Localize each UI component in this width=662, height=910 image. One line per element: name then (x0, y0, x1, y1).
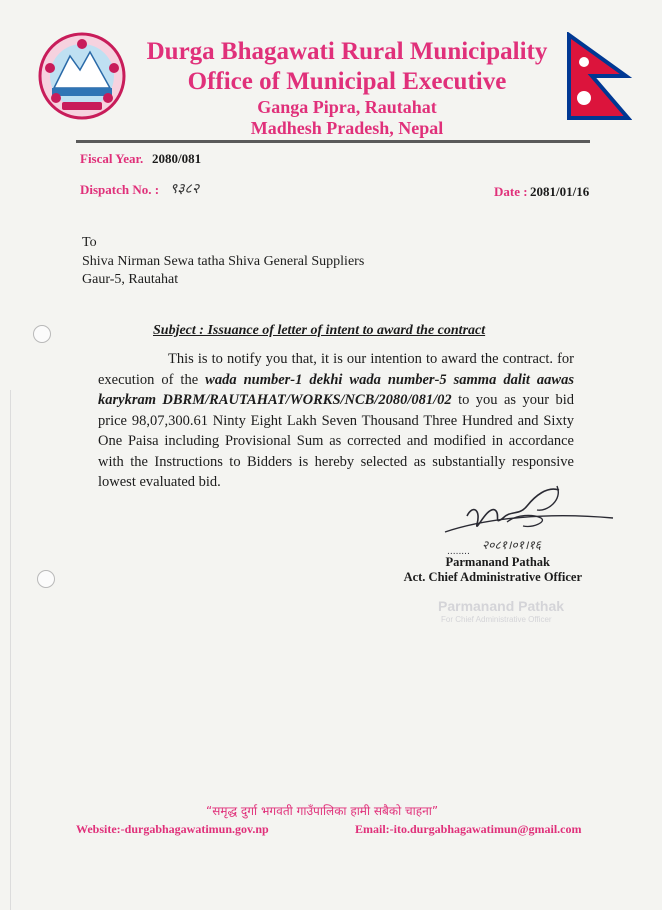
footer-email: Email:-ito.durgabhagawatimun@gmail.com (355, 822, 582, 836)
dispatch-label: Dispatch No. : (80, 182, 160, 197)
date-value: 2081/01/16 (530, 184, 590, 199)
body-rest: to you as your bid price 98,07,300.61 Ninty Eight Lakh Seven Thousand Three Hundred and Sixty One Paisa including Provisional Sum as corrected and modified in accordance with the Instructions to Bidders is hereby selected as substantially responsive lowest evaluated bid. (98, 392, 574, 490)
office-province: Madhesh Pradesh, Nepal (250, 118, 444, 138)
office-location: Ganga Pipra, Rautahat (257, 97, 437, 117)
signature-date: २०८१।०१।१६ (482, 538, 542, 552)
municipality-name: Durga Bhagawati Rural Municipality (146, 38, 548, 65)
office-name: Office of Municipal Executive (187, 68, 507, 95)
recipient-name: Shiva Nirman Sewa tatha Shiva General Suppliers (82, 254, 365, 269)
dispatch-number: ९३८२ (170, 181, 200, 197)
svg-text:........: ........ (447, 547, 470, 557)
body-intro: This is to notify you that, it is our intention to award the contract. for execution of the (98, 351, 574, 388)
letter-body (98, 349, 574, 493)
nepal-flag-icon (566, 32, 632, 122)
faded-stamp-name: Parmanand Pathak (438, 598, 565, 614)
fiscal-year-label: Fiscal Year. (80, 151, 144, 166)
faded-stamp-title: For Chief Administrative Officer (441, 615, 552, 624)
signatory-name: Parmanand Pathak (445, 555, 550, 569)
subject-line: Subject : Issuance of letter of intent to award the contract (153, 323, 486, 338)
municipality-emblem (36, 30, 128, 120)
municipality-motto: “समृद्ध दुर्गा भगवती गाउँपालिका हामी सबैको चाहना” (206, 804, 439, 818)
punch-hole (37, 570, 55, 588)
footer-website: Website:-durgabhagawatimun.gov.np (76, 822, 269, 836)
project-name: wada number-1 dekhi wada number-5 samma dalit aawas karykram DBRM/RAUTAHAT/WORKS/NCB/2080/081/02 (98, 371, 574, 408)
to-label: To (82, 235, 97, 250)
date-label: Date : (494, 184, 528, 199)
fiscal-year-value: 2080/081 (152, 151, 202, 166)
header-divider (76, 140, 590, 143)
page-fold-line (10, 390, 11, 910)
punch-hole (33, 325, 51, 343)
recipient-address: Gaur-5, Rautahat (82, 272, 179, 287)
signatory-designation: Act. Chief Administrative Officer (403, 570, 582, 584)
